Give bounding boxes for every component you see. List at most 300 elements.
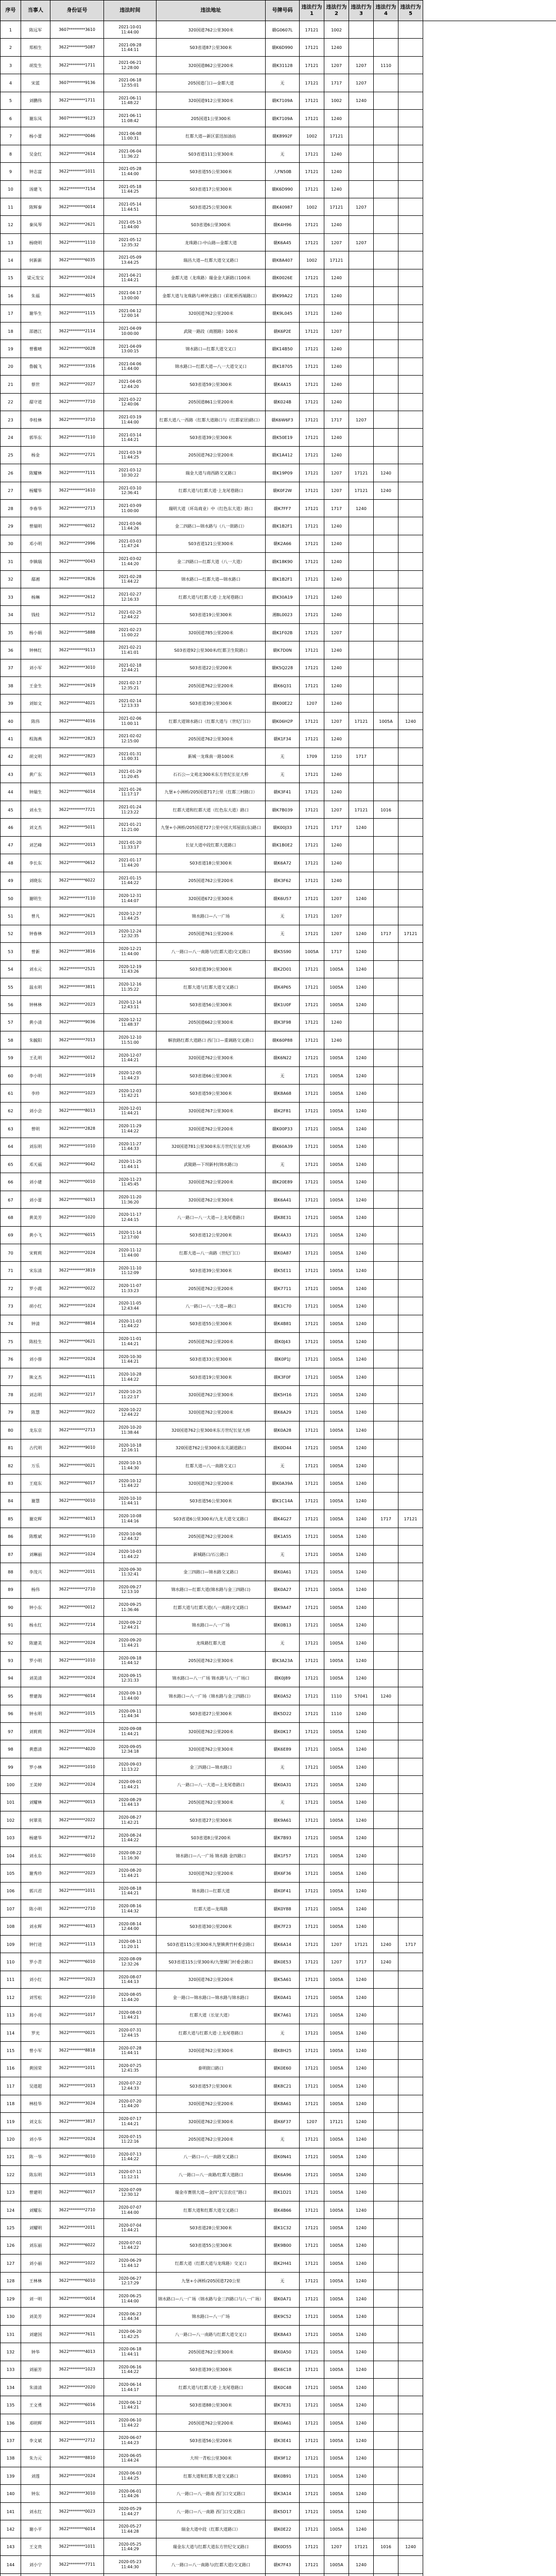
violation-1-cell: 17121	[300, 1333, 324, 1350]
violation-1-cell: 17121	[300, 2006, 324, 2024]
id-number-cell: 3622********1024	[50, 1545, 104, 1563]
violation-1-cell: 17121	[300, 1652, 324, 1669]
column-header: 违法时间	[104, 1, 157, 21]
violation-address-cell: S03省道6公里300米/九龙大道交叉路口	[157, 1510, 266, 1528]
blank-cell	[423, 2272, 556, 2290]
violation-2-cell: 1005A	[324, 1191, 349, 1208]
id-number-cell: 3622********4111	[50, 1368, 104, 1385]
violation-2-cell: 1005A	[324, 1811, 349, 1829]
party-name-cell: 王金生	[21, 677, 50, 694]
violation-2-cell: 1240	[324, 766, 349, 783]
party-name-cell: 李文斌	[21, 2432, 50, 2449]
row-number-cell: 44	[1, 783, 21, 801]
violation-4-cell	[374, 1563, 398, 1581]
violation-5-cell	[398, 2308, 423, 2325]
table-row	[1, 836, 556, 854]
violation-4-cell	[374, 2095, 398, 2112]
blank-cell	[423, 2024, 556, 2041]
violation-2-cell: 1005A	[324, 1120, 349, 1138]
violation-5-cell	[398, 2556, 423, 2573]
violation-3-cell: 1240	[349, 1740, 374, 1758]
blank-cell	[423, 429, 556, 446]
violation-5-cell	[398, 251, 423, 269]
violation-3-cell: 1240	[349, 2449, 374, 2467]
violation-time-cell: 2020-12-10 11:51:00	[104, 1031, 157, 1049]
plate-number-cell: 无	[266, 145, 300, 162]
party-name-cell: 李镇瑞	[21, 553, 50, 570]
violation-time-cell: 2020-10-12 11:44:22	[104, 1475, 157, 1492]
id-number-cell: 3622********6014	[50, 783, 104, 801]
party-name-cell: 陈一华	[21, 2148, 50, 2165]
violation-3-cell: 1240	[349, 1811, 374, 1829]
row-number-cell: 75	[1, 1333, 21, 1350]
violation-3-cell: 1240	[349, 92, 374, 109]
violation-5-cell	[398, 358, 423, 375]
row-number-cell: 66	[1, 1173, 21, 1191]
row-number-cell: 10	[1, 180, 21, 198]
violation-2-cell: 1005A	[324, 1173, 349, 1191]
violation-time-cell: 2020-10-20 11:38:44	[104, 1421, 157, 1439]
violation-5-cell	[398, 1740, 423, 1758]
violation-2-cell: 1240	[324, 287, 349, 304]
violation-3-cell: 1240	[349, 1049, 374, 1066]
party-name-cell: 陈慧	[21, 1403, 50, 1421]
violation-2-cell: 1005A	[324, 1386, 349, 1403]
violation-address-cell: 205国道1公里300米	[157, 110, 266, 127]
blank-cell	[423, 2255, 556, 2272]
violation-4-cell	[374, 269, 398, 286]
party-name-cell: 王庭东	[21, 1475, 50, 1492]
blank-header-cell	[423, 1, 556, 21]
plate-number-cell: 无	[266, 1634, 300, 1651]
plate-number-cell: 赣K8A68	[266, 1084, 300, 1102]
blank-cell	[423, 2006, 556, 2024]
violation-5-cell	[398, 1386, 423, 1403]
violation-2-cell: 1240	[324, 606, 349, 623]
violation-1-cell: 17121	[300, 163, 324, 180]
row-number-cell: 16	[1, 287, 21, 304]
violation-2-cell: 1002	[324, 21, 349, 39]
violation-1-cell: 1002	[300, 198, 324, 216]
table-row	[1, 1758, 556, 1775]
violation-address-cell: 石石公—文苑北300米东方世纪长征大桥	[157, 766, 266, 783]
violation-1-cell: 17121	[300, 1882, 324, 1900]
violation-2-cell: 1207	[324, 1935, 349, 1953]
blank-cell	[423, 251, 556, 269]
party-name-cell: 胡文明	[21, 748, 50, 765]
row-number-cell: 142	[1, 2520, 21, 2538]
party-name-cell: 刘东明	[21, 1138, 50, 1155]
violation-5-cell	[398, 943, 423, 960]
party-name-cell: 刘小华	[21, 2130, 50, 2148]
blank-cell	[423, 1900, 556, 1918]
plate-number-cell: 赣K3A23A	[266, 1652, 300, 1669]
party-name-cell: 刘美清	[21, 1669, 50, 1687]
party-name-cell: 钟行进	[21, 1935, 50, 1953]
violation-time-cell: 2020-06-03 11:44:25	[104, 2467, 157, 2485]
violation-1-cell: 17121	[300, 1386, 324, 1403]
violation-2-cell: 1005A	[324, 1475, 349, 1492]
party-name-cell: 李珍	[21, 1084, 50, 1102]
party-name-cell: 万乐	[21, 1456, 50, 1474]
party-name-cell: 陈辉秦	[21, 198, 50, 216]
row-number-cell: 1	[1, 21, 21, 39]
blank-cell	[423, 2148, 556, 2165]
violation-3-cell: 1240	[349, 1084, 374, 1102]
plate-number-cell: 无	[266, 2272, 300, 2290]
violation-5-cell	[398, 1634, 423, 1651]
row-number-cell: 32	[1, 570, 21, 588]
party-name-cell: 刘永生	[21, 801, 50, 818]
violation-5-cell	[398, 464, 423, 482]
blank-cell	[423, 127, 556, 145]
violation-4-cell	[374, 836, 398, 854]
id-number-cell: 3622********7721	[50, 801, 104, 818]
violation-3-cell	[349, 553, 374, 570]
table-row	[1, 517, 556, 535]
violation-address-cell: 锦水路口—八一广场 锦水路 金四路口	[157, 1846, 266, 1864]
violation-2-cell: 1005A	[324, 1368, 349, 1385]
id-number-cell: 3622********2823	[50, 730, 104, 748]
violation-time-cell: 2021-04-17 13:00:00	[104, 287, 157, 304]
blank-cell	[423, 322, 556, 340]
row-number-cell: 24	[1, 429, 21, 446]
violation-time-cell: 2021-09-28 11:44:11	[104, 39, 157, 56]
plate-number-cell: 赣K0A39A	[266, 1475, 300, 1492]
table-row	[1, 801, 556, 818]
table-row	[1, 1084, 556, 1102]
violation-4-cell	[374, 1173, 398, 1191]
violation-4-cell	[374, 1475, 398, 1492]
table-row	[1, 1829, 556, 1846]
violation-2-cell: 1005A	[324, 2077, 349, 2095]
party-name-cell: 罗光	[21, 2024, 50, 2041]
violation-4-cell	[374, 1846, 398, 1864]
row-number-cell: 125	[1, 2219, 21, 2236]
plate-number-cell: 赣K0P1J	[266, 1350, 300, 1368]
party-name-cell: 刘小丽	[21, 2255, 50, 2272]
violation-3-cell: 17121	[349, 464, 374, 482]
party-name-cell: 罗小青	[21, 1953, 50, 1971]
plate-number-cell: 湘BL0023	[266, 606, 300, 623]
violation-2-cell: 1005A	[324, 1403, 349, 1421]
party-name-cell: 钟志富	[21, 163, 50, 180]
violation-5-cell	[398, 2396, 423, 2414]
blank-cell	[423, 943, 556, 960]
table-row	[1, 2219, 556, 2236]
party-name-cell: 刘永红	[21, 2502, 50, 2520]
id-number-cell: 3622********1113	[50, 1935, 104, 1953]
violation-3-cell: 1240	[349, 1882, 374, 1900]
row-number-cell	[1, 2573, 21, 2576]
id-number-cell: 3622********4013	[50, 1510, 104, 1528]
table-row	[1, 2379, 556, 2396]
party-name-cell: 龙东京	[21, 1421, 50, 1439]
violation-address-cell: S03省道55公里300米	[157, 1315, 266, 1332]
violation-4-cell	[374, 1297, 398, 1315]
row-number-cell: 48	[1, 854, 21, 872]
blank-cell	[423, 712, 556, 730]
plate-number-cell: 赣K6F36	[266, 1865, 300, 1882]
id-number-cell: 3622********2713	[50, 1421, 104, 1439]
violation-1-cell: 17121	[300, 1226, 324, 1244]
violation-2-cell: 1005A	[324, 1350, 349, 1368]
party-name-cell: 杨小娟	[21, 623, 50, 641]
row-number-cell: 33	[1, 588, 21, 606]
violation-1-cell: 17121	[300, 1403, 324, 1421]
id-number-cell: 3622********2011	[50, 2219, 104, 2236]
violation-time-cell: 2021-01-29 11:20:45	[104, 766, 157, 783]
plate-number-cell: 赣K8A43	[266, 2325, 300, 2343]
violation-4-cell	[374, 2183, 398, 2201]
violation-1-cell: 17121	[300, 2290, 324, 2308]
table-row	[1, 748, 556, 765]
violation-1-cell: 17121	[300, 1031, 324, 1049]
violation-2-cell: 1005A	[324, 2236, 349, 2254]
violation-5-cell	[398, 233, 423, 251]
violation-1-cell: 17121	[300, 358, 324, 375]
violation-3-cell	[349, 39, 374, 56]
blank-cell	[423, 411, 556, 428]
row-number-cell: 94	[1, 1669, 21, 1687]
id-number-cell: 3622********4020	[50, 1740, 104, 1758]
party-name-cell: 杨建华	[21, 1829, 50, 1846]
row-number-cell: 72	[1, 1279, 21, 1297]
violation-address-cell: S03省道19公里300米	[157, 1368, 266, 1385]
violation-4-cell	[374, 74, 398, 92]
violation-1-cell: 17121	[300, 1528, 324, 1545]
party-name-cell: 朱清清	[21, 2379, 50, 2396]
row-number-cell: 95	[1, 1687, 21, 1705]
row-number-cell: 58	[1, 1031, 21, 1049]
violation-1-cell: 17121	[300, 1244, 324, 1262]
table-row	[1, 960, 556, 978]
row-number-cell: 83	[1, 1475, 21, 1492]
party-name-cell: 黄美芳	[21, 1209, 50, 1226]
violation-time-cell: 2020-08-27 11:42:21	[104, 1811, 157, 1829]
column-header: 违法行为4	[374, 1, 398, 21]
violation-time-cell: 2021-02-14 12:13:33	[104, 694, 157, 712]
violation-time-cell: 2020-06-07 11:44:23	[104, 2432, 157, 2449]
party-name-cell: 刘小会	[21, 1102, 50, 1120]
violation-5-cell	[398, 1989, 423, 2006]
violation-4-cell	[374, 1368, 398, 1385]
violation-3-cell	[349, 517, 374, 535]
violation-time-cell: 2021-05-18 11:44:25	[104, 180, 157, 198]
violation-address-cell: 八一路口—八一南路与红都大道交叉口	[157, 2325, 266, 2343]
violation-5-cell	[398, 1102, 423, 1120]
id-number-cell: 3622********0013	[50, 1793, 104, 1811]
violation-1-cell: 17121	[300, 677, 324, 694]
plate-number-cell: 赣K1F57	[266, 1846, 300, 1864]
plate-number-cell: 赣K8992F	[266, 127, 300, 145]
row-number-cell: 11	[1, 198, 21, 216]
violation-5-cell	[398, 2290, 423, 2308]
violation-4-cell	[374, 1900, 398, 1918]
violation-address-cell: S03省道27公里300米	[157, 1705, 266, 1722]
violation-2-cell: 1717	[324, 943, 349, 960]
violation-1-cell: 17121	[300, 2414, 324, 2431]
id-number-cell: 3622********1015	[50, 1705, 104, 1722]
plate-number-cell: 赣K1A412	[266, 446, 300, 464]
violation-5-cell	[398, 21, 423, 39]
row-number-cell: 22	[1, 393, 21, 411]
violation-address-cell: 205国道762公里200米	[157, 1279, 266, 1297]
violation-time-cell: 2020-11-27 11:44:33	[104, 1138, 157, 1155]
violation-time-cell: 2021-02-18 12:44:21	[104, 659, 157, 676]
party-name-cell: 邓明辉	[21, 2414, 50, 2431]
violation-3-cell: 17121	[349, 712, 374, 730]
violation-3-cell: 1240	[349, 1705, 374, 1722]
violation-1-cell: 17121	[300, 2308, 324, 2325]
violation-2-cell: 1240	[324, 340, 349, 358]
violation-time-cell: 2020-07-15 11:22:16	[104, 2130, 157, 2148]
plate-number-cell: 赣K00P33	[266, 1120, 300, 1138]
table-row	[1, 163, 556, 180]
party-name-cell: 刘艺峰	[21, 836, 50, 854]
violation-2-cell: 1240	[324, 429, 349, 446]
plate-number-cell: 赣K8E31	[266, 1209, 300, 1226]
table-row	[1, 1333, 556, 1350]
id-number-cell: 3622********2996	[50, 535, 104, 552]
violation-2-cell: 1005A	[324, 1634, 349, 1651]
row-number-cell: 136	[1, 2414, 21, 2431]
violation-5-cell	[398, 836, 423, 854]
violation-time-cell: 2020-06-14 11:44:17	[104, 2379, 157, 2396]
violation-time-cell: 2021-01-21 11:21:00	[104, 819, 157, 836]
id-number-cell: 3622********1010	[50, 1138, 104, 1155]
violation-3-cell: 1240	[349, 2255, 374, 2272]
violation-2-cell: 1005A	[324, 1084, 349, 1102]
violation-4-cell	[374, 2006, 398, 2024]
party-name-cell: 刘耀东	[21, 2201, 50, 2218]
violation-1-cell: 17121	[300, 1616, 324, 1634]
violation-5-cell	[398, 783, 423, 801]
violation-1-cell: 17121	[300, 1191, 324, 1208]
plate-number-cell: 赣K00J33	[266, 819, 300, 836]
violation-3-cell: 1240	[349, 1581, 374, 1598]
id-number-cell: 3622********3819	[50, 1262, 104, 1279]
violation-4-cell	[374, 872, 398, 889]
plate-number-cell: 赣K0A87	[266, 1244, 300, 1262]
violation-3-cell	[349, 269, 374, 286]
id-number-cell: 3622********7214	[50, 1616, 104, 1634]
violation-3-cell: 1240	[349, 1492, 374, 1510]
violation-1-cell: 17121	[300, 287, 324, 304]
table-row	[1, 393, 556, 411]
violation-3-cell: 1240	[349, 1279, 374, 1297]
violation-5-cell	[398, 1829, 423, 1846]
blank-cell	[423, 2219, 556, 2236]
violation-4-cell: 1005A	[374, 712, 398, 730]
violation-1-cell: 17121	[300, 340, 324, 358]
violation-2-cell: 1005A	[324, 2485, 349, 2502]
id-number-cell: 3622********2024	[50, 1350, 104, 1368]
violation-1-cell: 17121	[300, 570, 324, 588]
violation-5-cell	[398, 801, 423, 818]
blank-cell	[423, 340, 556, 358]
id-number-cell: 3622********8818	[50, 2042, 104, 2059]
plate-number-cell: 赣K18705	[266, 358, 300, 375]
blank-cell	[423, 1333, 556, 1350]
violation-4-cell	[374, 2343, 398, 2361]
id-number-cell: 3622********2023	[50, 1865, 104, 1882]
row-number-cell: 85	[1, 1510, 21, 1528]
id-number-cell: 3622********7110	[50, 429, 104, 446]
violation-2-cell: 1207	[324, 482, 349, 499]
violation-address-cell: 瑞金市赛朋大道—金四“瓦宗农庄”路口	[157, 2183, 266, 2201]
id-number-cell: 3622********8814	[50, 1315, 104, 1332]
violation-3-cell: 1240	[349, 2414, 374, 2431]
violation-3-cell: 1240	[349, 2485, 374, 2502]
table-row	[1, 1705, 556, 1722]
blank-cell	[423, 2485, 556, 2502]
row-number-cell: 132	[1, 2343, 21, 2361]
violation-2-cell: 1005A	[324, 1652, 349, 1669]
party-name-cell: 刘永元	[21, 960, 50, 978]
violation-2-cell: 1005A	[324, 1740, 349, 1758]
violation-1-cell: 1207	[300, 694, 324, 712]
table-row	[1, 2255, 556, 2272]
row-number-cell: 143	[1, 2538, 21, 2555]
id-number-cell: 3607********9123	[50, 110, 104, 127]
table-body	[1, 21, 556, 2576]
violation-time-cell: 2020-11-10 11:12:09	[104, 1262, 157, 1279]
violation-2-cell: 1005A	[324, 1421, 349, 1439]
row-number-cell: 4	[1, 74, 21, 92]
party-name-cell: 宋莉莉	[21, 1244, 50, 1262]
violation-4-cell	[374, 216, 398, 233]
blank-cell	[423, 1297, 556, 1315]
party-name-cell: 刘丽芳	[21, 2361, 50, 2378]
violation-4-cell: 1240	[374, 1953, 398, 1971]
party-name-cell: 刘小蓉	[21, 1350, 50, 1368]
violation-4-cell	[374, 535, 398, 552]
plate-number-cell: 赣K6A96	[266, 2166, 300, 2183]
violation-address-cell: 武陵一路段（商圈路）100米	[157, 322, 266, 340]
violation-4-cell	[374, 1811, 398, 1829]
violation-3-cell: 1240	[349, 1173, 374, 1191]
violation-3-cell	[349, 393, 374, 411]
violation-time-cell: 2021-04-12 12:00:14	[104, 304, 157, 322]
violation-time-cell: 2020-12-31 11:44:07	[104, 889, 157, 907]
violation-3-cell	[349, 1031, 374, 1049]
blank-cell	[423, 641, 556, 659]
plate-number-cell: 赣K0A41	[266, 1989, 300, 2006]
id-number-cell: 3622********3316	[50, 358, 104, 375]
violation-address-cell: S03省道55公里300米	[157, 2236, 266, 2254]
violation-2-cell	[324, 2573, 349, 2576]
violation-5-cell	[398, 659, 423, 676]
table-row	[1, 429, 556, 446]
violation-4-cell: 1240	[374, 464, 398, 482]
violation-time-cell: 2020-07-13 11:44:22	[104, 2148, 157, 2165]
violation-time-cell: 2020-06-20 11:42:25	[104, 2325, 157, 2343]
violation-4-cell	[374, 1705, 398, 1722]
violation-3-cell: 1240	[349, 1244, 374, 1262]
violation-address-cell: S03省道18公里300米	[157, 854, 266, 872]
table-row	[1, 1616, 556, 1634]
table-row	[1, 1846, 556, 1864]
violation-address-cell: 205国道662公里300米	[157, 1013, 266, 1031]
party-name-cell: 李小明	[21, 1066, 50, 1084]
party-name-cell: 林桂华	[21, 2095, 50, 2112]
violation-1-cell: 17121	[300, 1563, 324, 1581]
violation-1-cell: 17121	[300, 1013, 324, 1031]
row-number-cell: 86	[1, 1528, 21, 1545]
violation-time-cell: 2020-09-11 11:44:34	[104, 1705, 157, 1722]
violation-4-cell: 1016	[374, 2538, 398, 2555]
